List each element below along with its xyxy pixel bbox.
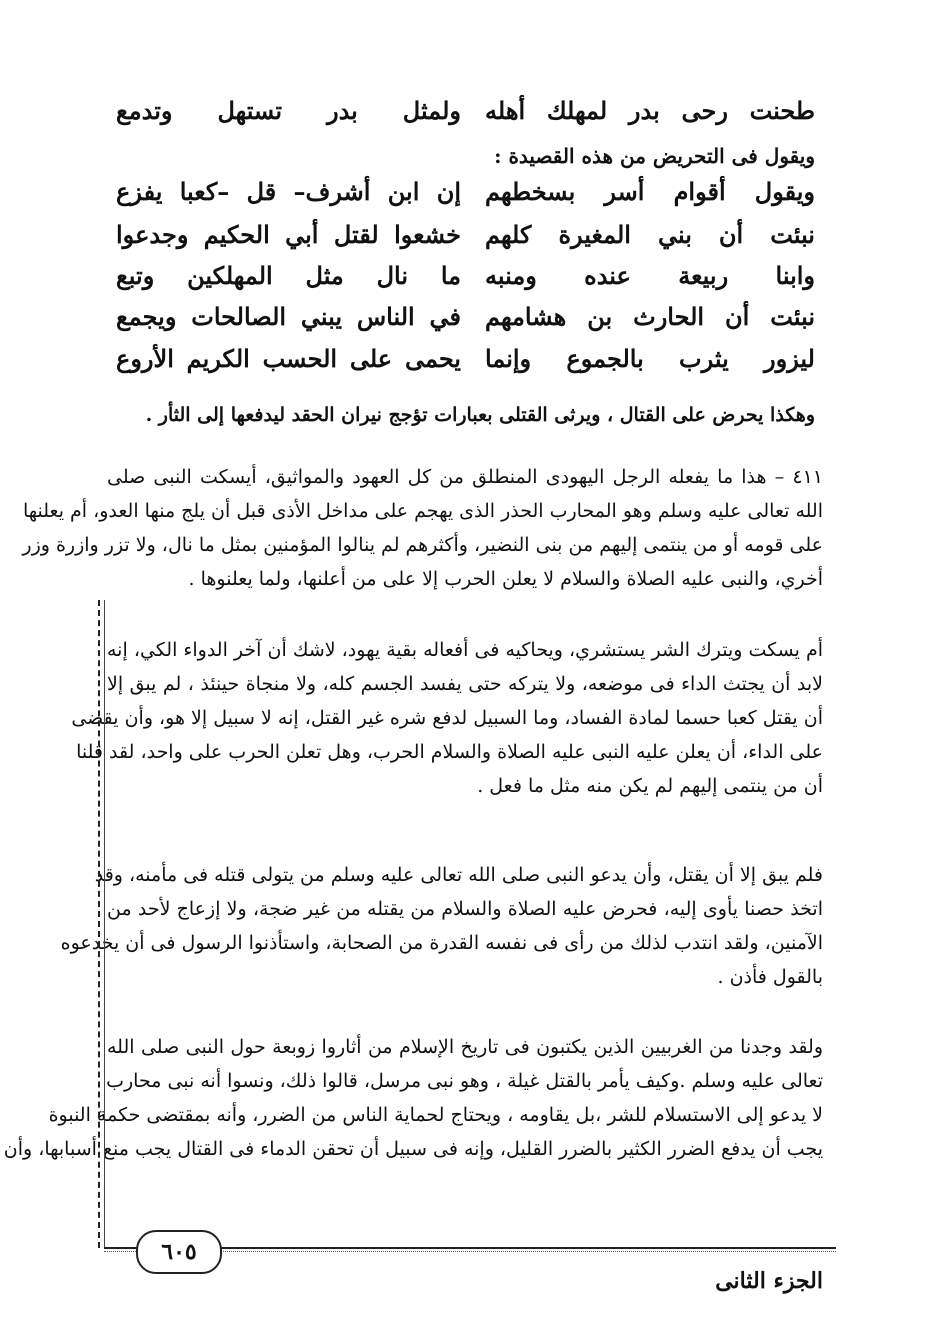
paragraph-3 bbox=[60, 858, 823, 994]
page-number: ٦٠٥ bbox=[161, 1239, 197, 1265]
paragraph-line: لا يدعو إلى الاستسلام للشر ،بل يقاومه ، ويحتاج لحماية الناس من الضرر، وأنه بمقتضى حكمة النبوة bbox=[48, 1104, 823, 1126]
summary-line: وهكذا يحرض على القتال ، ويرثى القتلى بعبارات تؤجج نيران الحقد ليدفعها إلى الثأر . bbox=[145, 404, 815, 426]
paragraph-line: بالقول فأذن . bbox=[717, 966, 823, 988]
poem-verse-5-left: يحمى على الحسب الكريم الأروع bbox=[116, 344, 461, 373]
paragraph-2 bbox=[71, 633, 823, 803]
paragraph-line: أن من ينتمى إليهم لم يكن منه مثل ما فعل . bbox=[477, 775, 823, 797]
poem-verse-1-left: إن ابن أشرف– قل –كعبا يفزع bbox=[116, 177, 461, 206]
poem-verse-3-left: ما نال مثل المهلكين وتبع bbox=[116, 261, 461, 290]
paragraph-line: على قومه أو من ينتمى إليهم من بنى النضير، وأكثرهم لم ينالوا المؤمنين بمثل ما نال، ولا تزر وازرة وزر bbox=[22, 534, 823, 556]
paragraph-line: ولقد وجدنا من الغربيين الذين يكتبون فى تاريخ الإسلام من أثاروا زوبعة حول النبى صلى الله bbox=[107, 1036, 823, 1058]
paragraph-line: الآمنين، ولقد انتدب لذلك من رأى فى نفسه القدرة من الصحابة، واستأذنوا الرسول فى أن يخدعوه bbox=[60, 932, 823, 954]
poem-verse-4-left: في الناس يبني الصالحات ويجمع bbox=[116, 302, 461, 331]
poem-verse-5-right: ليزور يثرب بالجموع وإنما bbox=[485, 344, 815, 373]
paragraph-line: على الداء، أن يعلن عليه النبى عليه الصلاة والسلام الحرب، وهل تعلن الحرب على واحد، لقد قلنا bbox=[76, 741, 823, 763]
paragraph-line: الله تعالى عليه وسلم وهو المحارب الحذر الذى يهجم على مداخل الأذى قبل أن يلج منها العدو، أم يعلنها bbox=[22, 500, 823, 522]
frame-border-left bbox=[98, 600, 100, 1248]
poem-verse-3-right: وابنا ربيعة عنده ومنبه bbox=[485, 261, 815, 290]
paragraph-line: فلم يبق إلا أن يقتل، وأن يدعو النبى صلى الله تعالى عليه وسلم من يتولى قتله فى مأمنه، وقد bbox=[94, 864, 823, 886]
paragraph-line: لابد أن يجتث الداء فى موضعه، ولا يتركه حتى يفسد الجسم كله، ولا منجاة حينئذ ، لم يبق إلا bbox=[107, 673, 823, 695]
paragraph-line: أم يسكت ويترك الشر يستشري، ويحاكيه فى أفعاله بقية يهود، لاشك أن آخر الدواء الكي، إنه bbox=[107, 639, 823, 661]
paragraph-line: ٤١١ – هذا ما يفعله الرجل اليهودى المنطلق من كل العهود والمواثيق، أيسكت النبى صلى bbox=[107, 466, 823, 488]
poem-opening-left: ولمثل بدر تستهل وتدمع bbox=[116, 96, 461, 125]
paragraph-line: اتخذ حصنا يأوى إليه، فحرض عليه الصلاة والسلام من يقتله من غير ضجة، ولا إزعاج لأحد من bbox=[107, 898, 823, 920]
poem-verse-2-right: نبئت أن بني المغيرة كلهم bbox=[485, 220, 815, 249]
frame-border-left-inner bbox=[104, 600, 105, 1248]
poem-verse-4-right: نبئت أن الحارث بن هشامهم bbox=[485, 302, 815, 331]
paragraph-line: يجب أن يدفع الضرر الكثير بالضرر القليل، وإنه فى سبيل أن تحقن الدماء فى القتال يجب منع أسبابها، وأن bbox=[3, 1138, 823, 1160]
paragraph-4 bbox=[3, 1030, 823, 1166]
paragraph-line: تعالى عليه وسلم .وكيف يأمر بالقتل غيلة ، وهو نبى مرسل، قالوا ذلك، ونسوا أنه نبى محارب bbox=[106, 1070, 823, 1092]
poem-verse-2-left: خشعوا لقتل أبي الحكيم وجدعوا bbox=[116, 220, 461, 249]
paragraph-line: أن يقتل كعبا حسما لمادة الفساد، وما السبيل لدفع شره غير القتل، إنه لا سبيل إلا هو، وأن يقضى bbox=[71, 707, 823, 729]
poem-verse-1-right: ويقول أقوام أسر بسخطهم bbox=[485, 177, 815, 206]
paragraph-line: أخري، والنبى عليه الصلاة والسلام لا يعلن الحرب إلا على من أعلنها، ولما يعلنوها . bbox=[188, 568, 823, 590]
part-label: الجزء الثانى bbox=[715, 1268, 823, 1294]
poem-opening-right: طحنت رحى بدر لمهلك أهله bbox=[485, 96, 815, 125]
paragraph-411 bbox=[22, 460, 823, 596]
page-number-badge bbox=[136, 1230, 222, 1274]
poem-intro-line: ويقول فى التحريض من هذه القصيدة : bbox=[494, 144, 815, 168]
